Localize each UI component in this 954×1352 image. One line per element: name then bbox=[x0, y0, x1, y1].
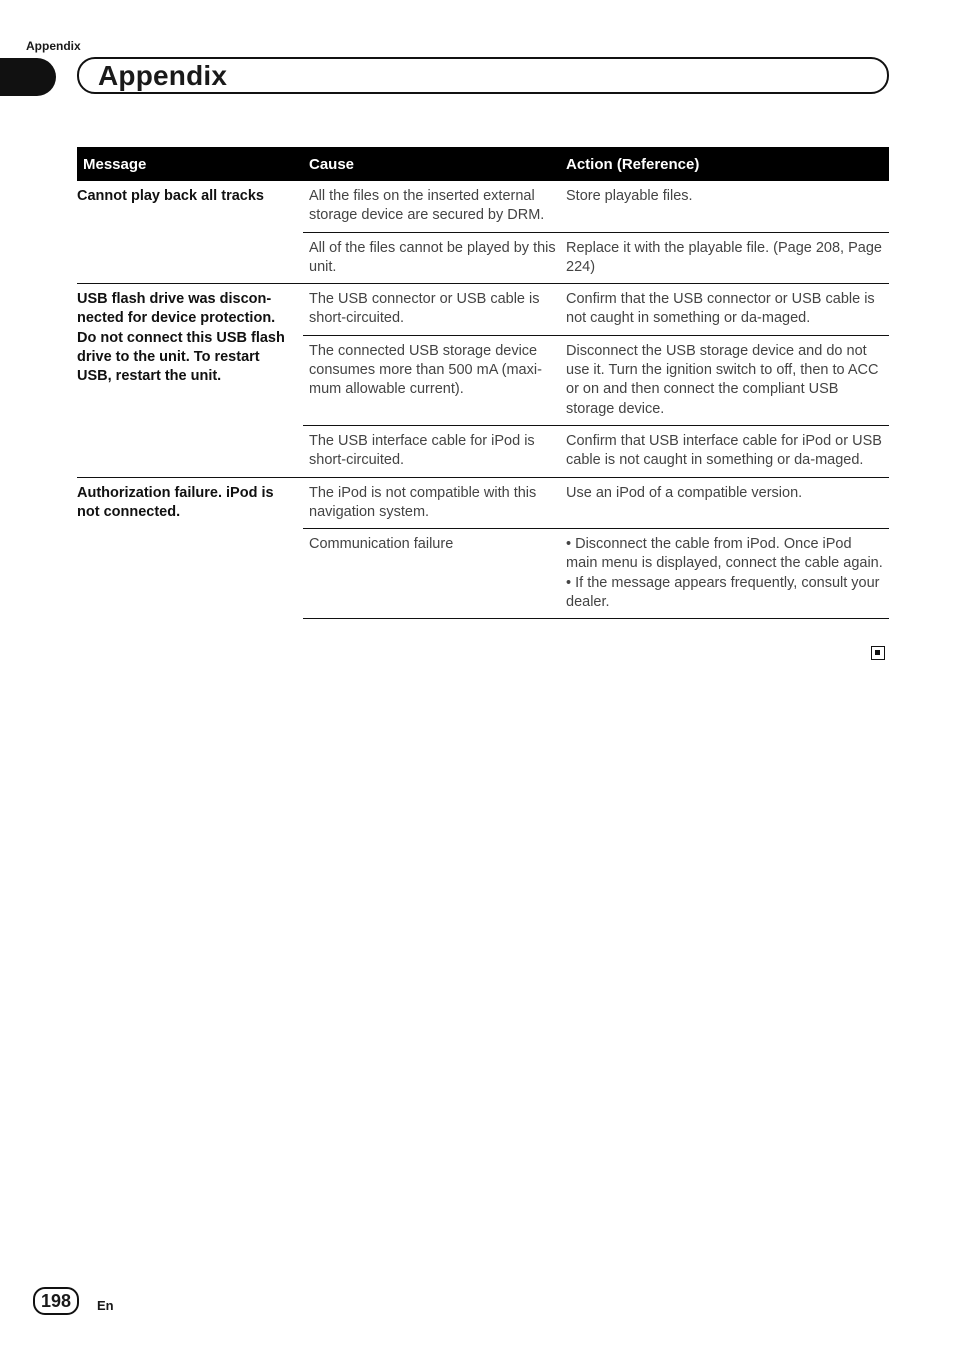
message-cell: Cannot play back all tracks bbox=[77, 188, 264, 204]
action-text: Confirm that USB interface cable for iPod or USB cable is not caught in something or da-maged. bbox=[566, 432, 882, 469]
column-header-action: Action (Reference) bbox=[560, 147, 889, 181]
action-bullet: • Disconnect the cable from iPod. Once iPod main menu is displayed, connect the cable again. bbox=[566, 536, 883, 572]
table-row bbox=[77, 284, 889, 336]
action-bullet: • If the message appears frequently, consult your dealer. bbox=[566, 574, 880, 611]
end-mark-fill bbox=[875, 650, 880, 655]
cause-cell: The USB interface cable for iPod is short-circuited. bbox=[303, 425, 560, 477]
message-cell: USB flash drive was discon-nected for device protection. Do not connect this USB flash drive to the unit. To restart USB, restart the unit. bbox=[77, 284, 303, 477]
table-header-row bbox=[77, 147, 889, 181]
cause-cell: The iPod is not compatible with this navigation system. bbox=[303, 477, 560, 529]
cause-cell: The connected USB storage device consumes more than 500 mA (maxi-mum allowable current). bbox=[303, 335, 560, 425]
section-tab-marker bbox=[0, 58, 56, 96]
column-header-cause: Cause bbox=[303, 147, 560, 181]
action-cell bbox=[560, 335, 889, 425]
action-text: Replace it with the playable file. (Page 208, Page 224) bbox=[566, 239, 882, 275]
running-head: Appendix bbox=[26, 39, 81, 53]
message-table-container bbox=[77, 147, 889, 619]
action-cell bbox=[560, 232, 889, 284]
action-cell bbox=[560, 181, 889, 232]
table-row bbox=[77, 477, 889, 529]
page-title: Appendix bbox=[98, 60, 228, 91]
action-text: Disconnect the USB storage device and do not use it. Turn the ignition switch to off, then to ACC or on and then connect the compliant USB storage device. bbox=[566, 342, 879, 417]
message-table bbox=[77, 147, 889, 619]
cause-cell: The USB connector or USB cable is short-circuited. bbox=[303, 284, 560, 336]
action-text: Use an iPod of a compatible version. bbox=[566, 484, 803, 501]
cause-cell: Communication failure bbox=[303, 529, 560, 619]
action-cell bbox=[560, 425, 889, 477]
action-text: Store playable files. bbox=[566, 188, 693, 204]
table-row bbox=[77, 181, 889, 232]
action-cell bbox=[560, 529, 889, 619]
column-header-message: Message bbox=[77, 147, 303, 181]
end-of-section-icon bbox=[871, 646, 885, 660]
page-number: 198 bbox=[33, 1287, 79, 1315]
cause-cell: All the files on the inserted external storage device are secured by DRM. bbox=[309, 188, 545, 224]
message-cell: Authorization failure. iPod is not connected. bbox=[77, 477, 303, 619]
action-cell bbox=[560, 477, 889, 529]
language-label: En bbox=[97, 1298, 114, 1313]
action-cell bbox=[560, 284, 889, 336]
action-text: Confirm that the USB connector or USB cable is not caught in something or da-maged. bbox=[566, 291, 875, 327]
cause-cell: All of the files cannot be played by this unit. bbox=[303, 232, 560, 284]
